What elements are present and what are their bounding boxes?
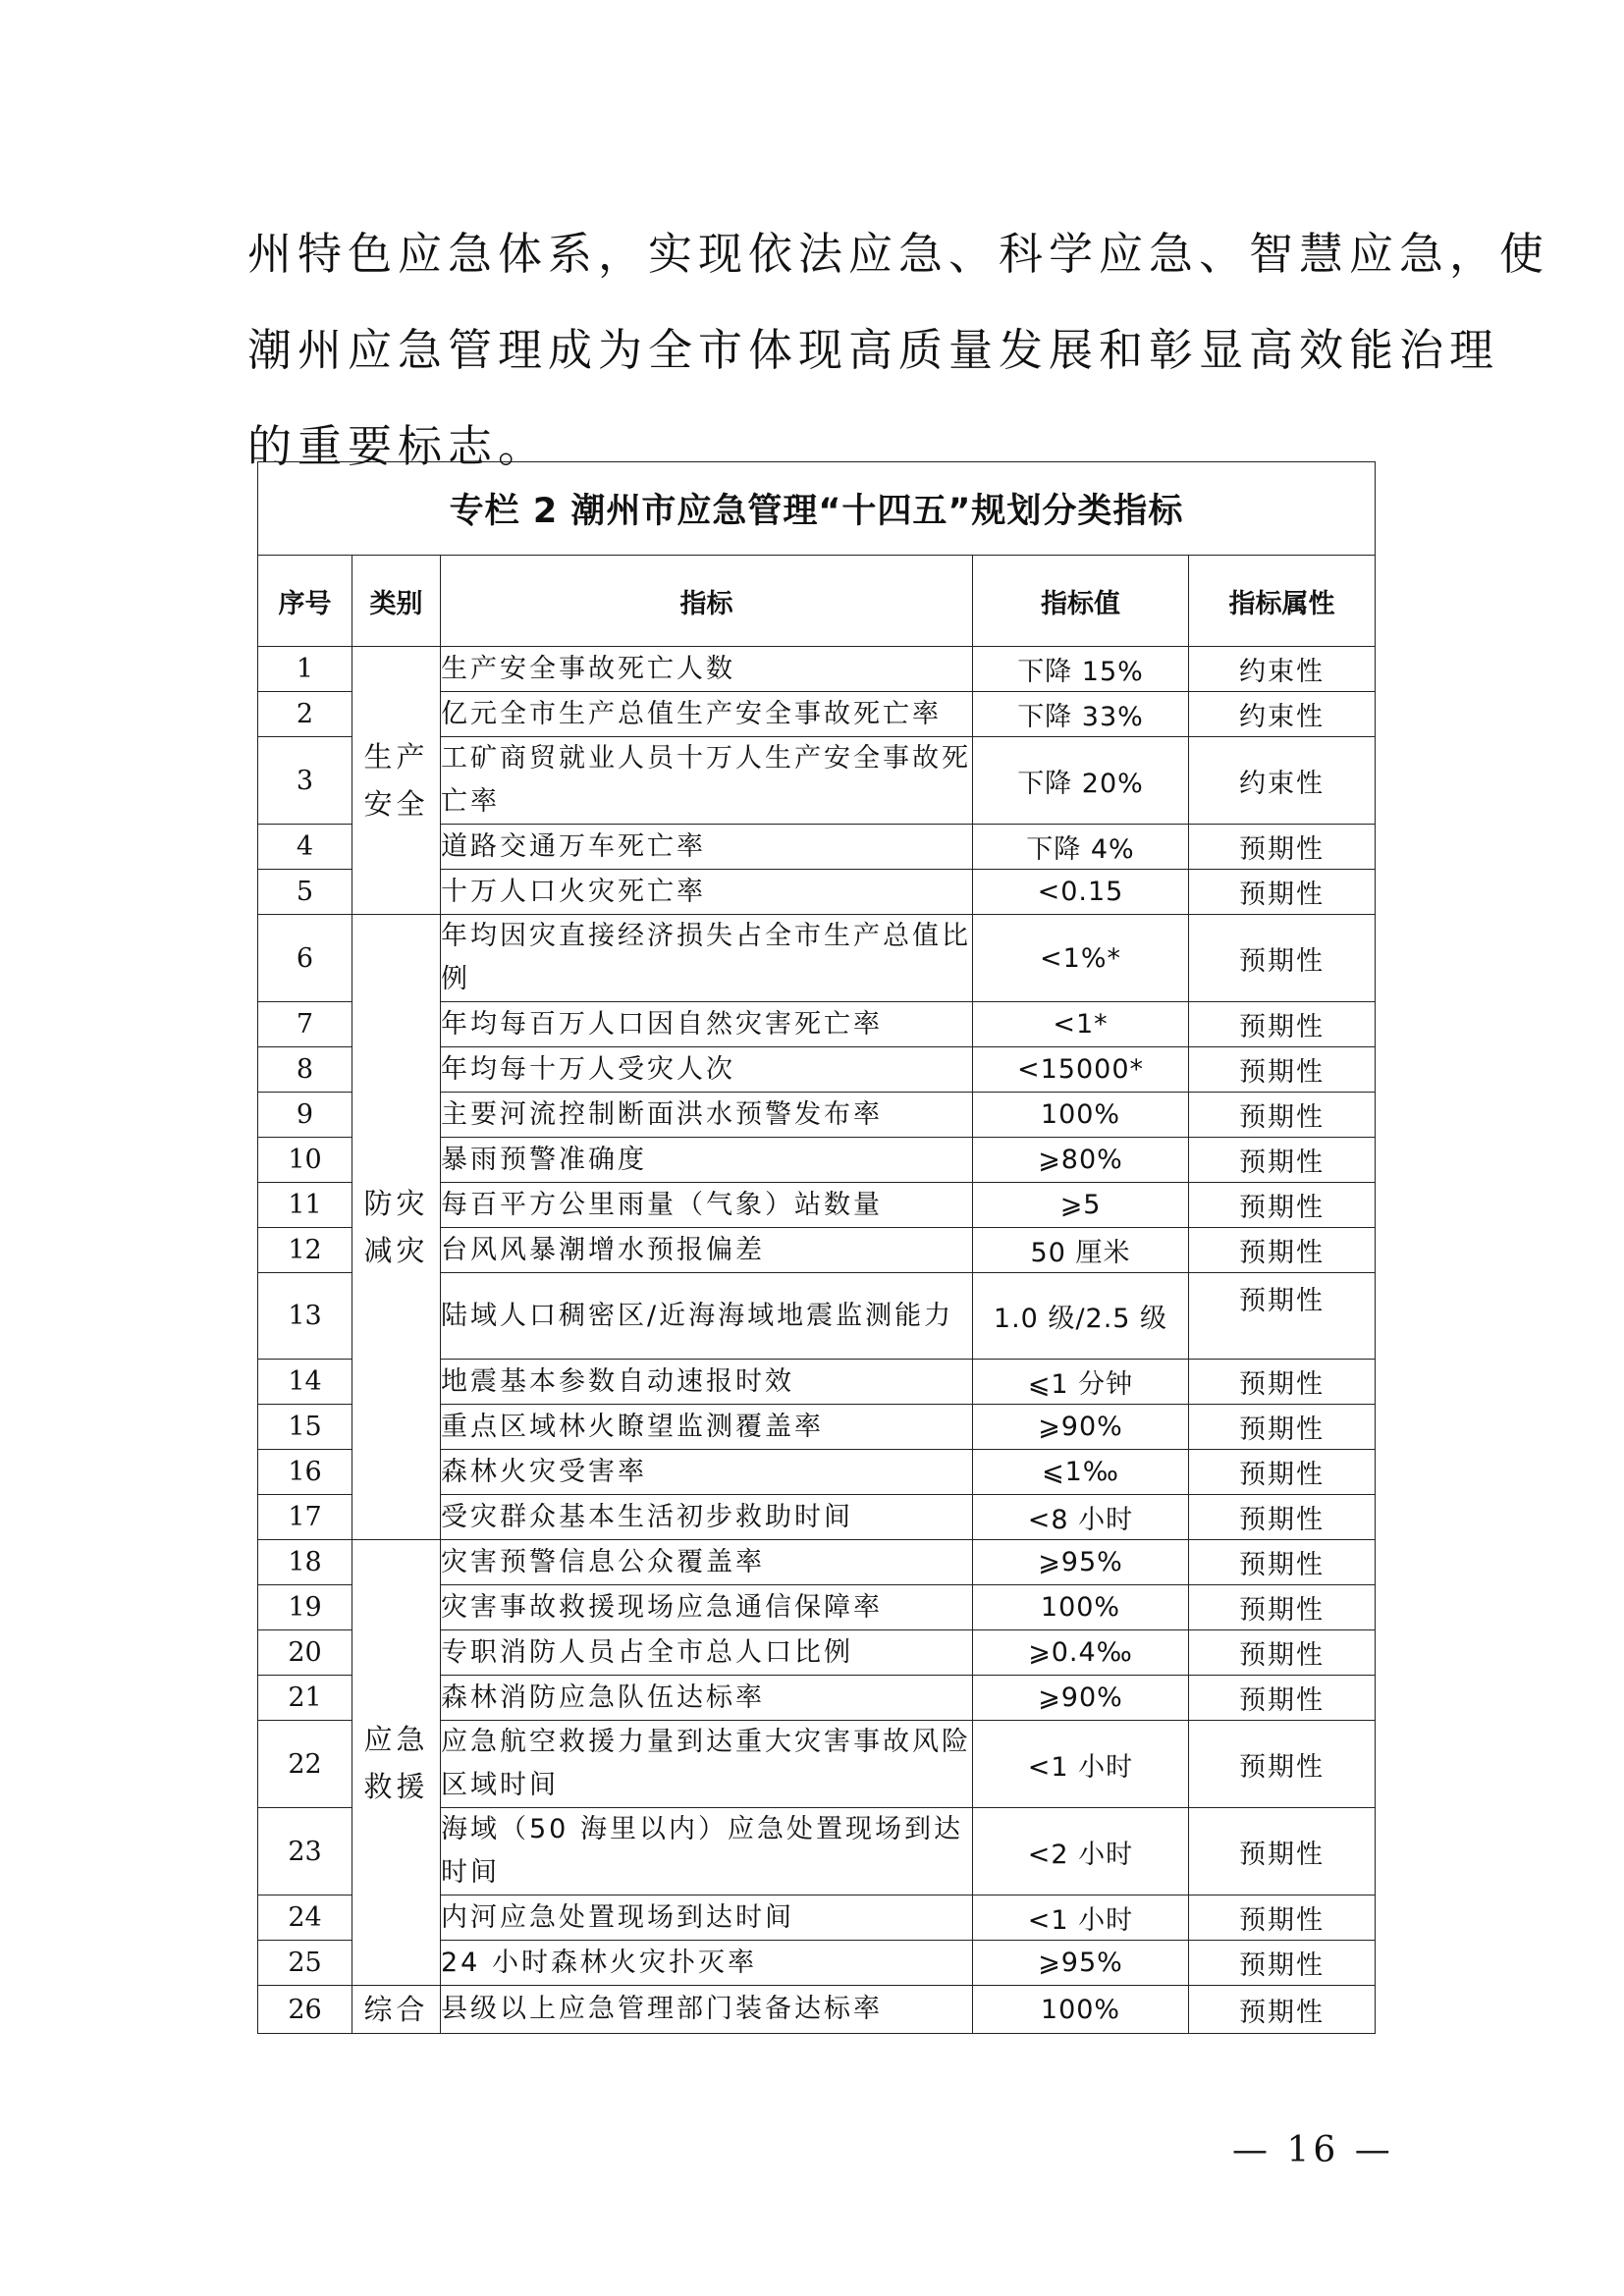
row-attribute: 预期性 — [1189, 1986, 1376, 2034]
row-attribute: 预期性 — [1189, 1183, 1376, 1228]
row-indicator: 24 小时森林火灾扑灭率 — [441, 1941, 973, 1986]
row-value: 下降 15% — [973, 647, 1189, 692]
row-value: 下降 33% — [973, 692, 1189, 737]
row-attribute: 预期性 — [1189, 1405, 1376, 1450]
row-value: ⩾90% — [973, 1676, 1189, 1721]
row-value: 下降 20% — [973, 737, 1189, 825]
row-indicator: 陆域人口稠密区/近海海域地震监测能力 — [441, 1273, 973, 1360]
row-indicator: 重点区域林火瞭望监测覆盖率 — [441, 1405, 973, 1450]
row-attribute: 预期性 — [1189, 825, 1376, 870]
row-attribute: 预期性 — [1189, 1273, 1376, 1360]
paragraph-line: 的重要标志。 — [247, 420, 549, 472]
row-attribute: 预期性 — [1189, 1360, 1376, 1405]
row-attribute: 预期性 — [1189, 1138, 1376, 1183]
row-number: 24 — [258, 1896, 352, 1941]
row-indicator: 年均每百万人口因自然灾害死亡率 — [441, 1002, 973, 1047]
row-number: 25 — [258, 1941, 352, 1986]
header-value: 指标值 — [973, 556, 1189, 647]
row-number: 23 — [258, 1808, 352, 1896]
row-value: ⩾95% — [973, 1941, 1189, 1986]
row-indicator: 十万人口火灾死亡率 — [441, 870, 973, 915]
indicators-table — [257, 461, 1376, 2034]
row-value: <1%* — [973, 915, 1189, 1002]
row-attribute: 预期性 — [1189, 870, 1376, 915]
row-number: 18 — [258, 1540, 352, 1585]
category-comprehensive: 综合 — [352, 1986, 441, 2034]
row-number: 5 — [258, 870, 352, 915]
header-attribute: 指标属性 — [1189, 556, 1376, 647]
row-indicator: 年均每十万人受灾人次 — [441, 1047, 973, 1093]
row-indicator: 工矿商贸就业人员十万人生产安全事故死亡率 — [441, 737, 973, 825]
row-value: ⩾90% — [973, 1405, 1189, 1450]
row-attribute: 约束性 — [1189, 692, 1376, 737]
header-no: 序号 — [258, 556, 352, 647]
row-value: 100% — [973, 1585, 1189, 1630]
row-value: <15000* — [973, 1047, 1189, 1093]
row-value: ⩾95% — [973, 1540, 1189, 1585]
row-attribute: 预期性 — [1189, 1941, 1376, 1986]
row-indicator: 生产安全事故死亡人数 — [441, 647, 973, 692]
row-indicator: 受灾群众基本生活初步救助时间 — [441, 1495, 973, 1540]
row-value: <8 小时 — [973, 1495, 1189, 1540]
paragraph-line: 潮州应急管理成为全市体现高质量发展和彰显高效能治理 — [247, 324, 1500, 376]
row-indicator: 海域（50 海里以内）应急处置现场到达时间 — [441, 1808, 973, 1896]
row-number: 20 — [258, 1630, 352, 1676]
row-attribute: 预期性 — [1189, 1585, 1376, 1630]
row-indicator: 县级以上应急管理部门装备达标率 — [441, 1986, 973, 2034]
row-indicator: 森林火灾受害率 — [441, 1450, 973, 1495]
row-number: 14 — [258, 1360, 352, 1405]
row-number: 7 — [258, 1002, 352, 1047]
row-indicator: 灾害预警信息公众覆盖率 — [441, 1540, 973, 1585]
row-attribute: 预期性 — [1189, 1002, 1376, 1047]
row-attribute: 预期性 — [1189, 1047, 1376, 1093]
row-number: 6 — [258, 915, 352, 1002]
body-paragraph — [247, 206, 1550, 495]
row-attribute: 预期性 — [1189, 1896, 1376, 1941]
row-value: ⩽1‰ — [973, 1450, 1189, 1495]
row-number: 21 — [258, 1676, 352, 1721]
row-number: 12 — [258, 1228, 352, 1273]
row-number: 11 — [258, 1183, 352, 1228]
category-safety: 生产安全 — [352, 647, 441, 915]
table-title: 专栏 2 潮州市应急管理“十四五”规划分类指标 — [258, 462, 1376, 556]
row-indicator: 应急航空救援力量到达重大灾害事故风险区域时间 — [441, 1721, 973, 1808]
row-attribute: 约束性 — [1189, 647, 1376, 692]
row-indicator: 内河应急处置现场到达时间 — [441, 1896, 973, 1941]
header-indicator: 指标 — [441, 556, 973, 647]
row-value: <2 小时 — [973, 1808, 1189, 1896]
row-value: <1* — [973, 1002, 1189, 1047]
row-number: 22 — [258, 1721, 352, 1808]
table-row — [258, 1540, 1376, 1585]
row-indicator: 暴雨预警准确度 — [441, 1138, 973, 1183]
row-indicator: 专职消防人员占全市总人口比例 — [441, 1630, 973, 1676]
row-number: 8 — [258, 1047, 352, 1093]
row-attribute: 预期性 — [1189, 1808, 1376, 1896]
row-number: 17 — [258, 1495, 352, 1540]
row-value: 1.0 级/2.5 级 — [973, 1273, 1189, 1360]
header-category: 类别 — [352, 556, 441, 647]
page-number: — 16 — — [1232, 2130, 1394, 2170]
row-indicator: 台风风暴潮增水预报偏差 — [441, 1228, 973, 1273]
row-attribute: 预期性 — [1189, 1093, 1376, 1138]
row-attribute: 预期性 — [1189, 1630, 1376, 1676]
row-attribute: 预期性 — [1189, 1495, 1376, 1540]
row-value: 100% — [973, 1986, 1189, 2034]
row-value: 下降 4% — [973, 825, 1189, 870]
row-number: 4 — [258, 825, 352, 870]
row-attribute: 约束性 — [1189, 737, 1376, 825]
row-value: ⩾80% — [973, 1138, 1189, 1183]
row-number: 1 — [258, 647, 352, 692]
row-number: 9 — [258, 1093, 352, 1138]
row-attribute: 预期性 — [1189, 1540, 1376, 1585]
row-value: <1 小时 — [973, 1896, 1189, 1941]
row-number: 16 — [258, 1450, 352, 1495]
row-indicator: 森林消防应急队伍达标率 — [441, 1676, 973, 1721]
paragraph-line: 州特色应急体系，实现依法应急、科学应急、智慧应急，使 — [247, 228, 1550, 280]
category-rescue: 应急救援 — [352, 1540, 441, 1986]
table-row — [258, 915, 1376, 1002]
row-number: 13 — [258, 1273, 352, 1360]
category-disaster: 防灾减灾 — [352, 915, 441, 1540]
row-attribute: 预期性 — [1189, 1228, 1376, 1273]
row-number: 3 — [258, 737, 352, 825]
row-indicator: 亿元全市生产总值生产安全事故死亡率 — [441, 692, 973, 737]
row-indicator: 灾害事故救援现场应急通信保障率 — [441, 1585, 973, 1630]
row-indicator: 地震基本参数自动速报时效 — [441, 1360, 973, 1405]
row-value: <1 小时 — [973, 1721, 1189, 1808]
row-number: 2 — [258, 692, 352, 737]
row-value: ⩾0.4‰ — [973, 1630, 1189, 1676]
row-number: 19 — [258, 1585, 352, 1630]
row-value: 50 厘米 — [973, 1228, 1189, 1273]
row-indicator: 主要河流控制断面洪水预警发布率 — [441, 1093, 973, 1138]
row-value: ⩽1 分钟 — [973, 1360, 1189, 1405]
row-indicator: 每百平方公里雨量（气象）站数量 — [441, 1183, 973, 1228]
row-attribute: 预期性 — [1189, 1450, 1376, 1495]
row-number: 10 — [258, 1138, 352, 1183]
row-attribute: 预期性 — [1189, 1721, 1376, 1808]
row-value: <0.15 — [973, 870, 1189, 915]
table-row — [258, 1986, 1376, 2034]
row-attribute: 预期性 — [1189, 1676, 1376, 1721]
row-indicator: 年均因灾直接经济损失占全市生产总值比例 — [441, 915, 973, 1002]
table-row — [258, 647, 1376, 692]
row-indicator: 道路交通万车死亡率 — [441, 825, 973, 870]
row-value: 100% — [973, 1093, 1189, 1138]
row-number: 15 — [258, 1405, 352, 1450]
row-attribute: 预期性 — [1189, 915, 1376, 1002]
row-number: 26 — [258, 1986, 352, 2034]
row-value: ⩾5 — [973, 1183, 1189, 1228]
